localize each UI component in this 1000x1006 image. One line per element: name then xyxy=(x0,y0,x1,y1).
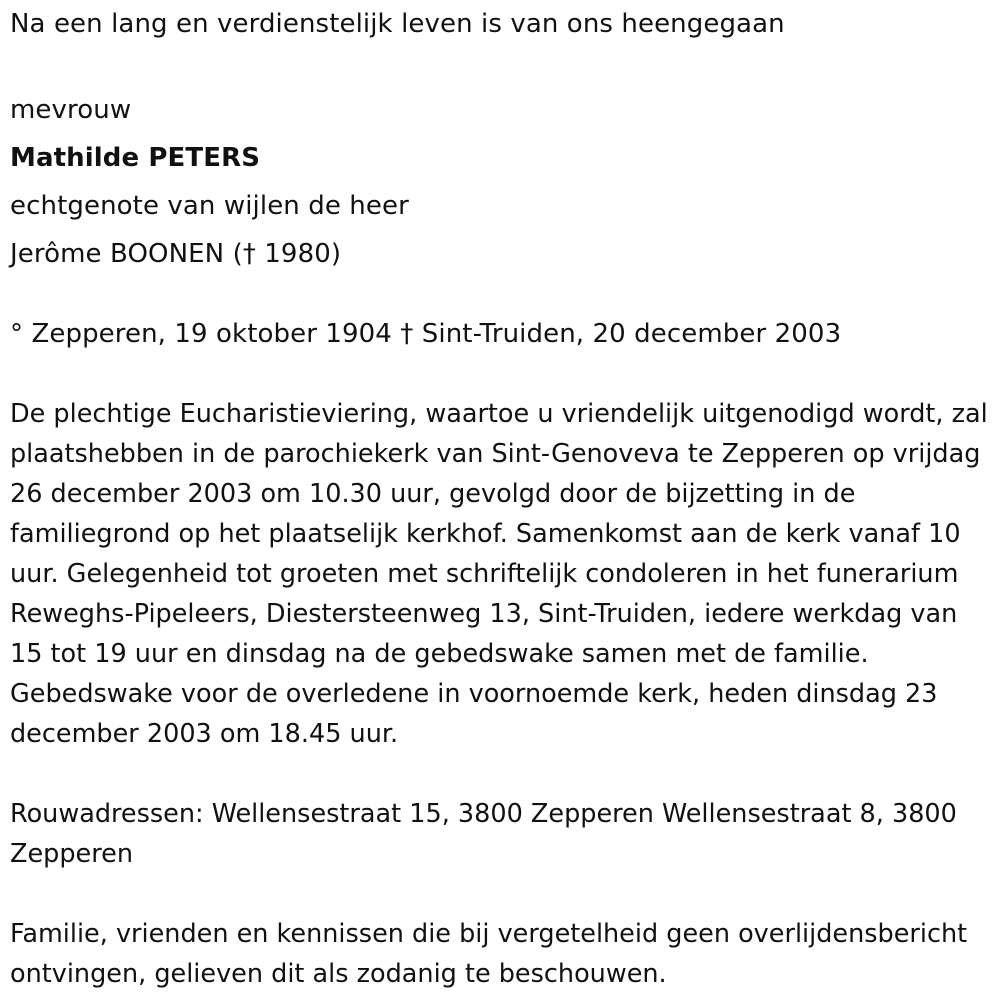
intro-line: Na een lang en verdienstelijk leven is van ons heengegaan xyxy=(10,9,785,39)
closing-paragraph: Familie, vrienden en kennissen die bij vergetelheid geen overlijdensbericht ontvingen, gelieven dit als zodanig te beschouwen. xyxy=(10,919,968,989)
birth-death-line: ° Zepperen, 19 oktober 1904 † Sint-Truiden, 20 december 2003 xyxy=(10,319,842,349)
title-prefix: mevrouw xyxy=(10,95,132,125)
obituary-notice xyxy=(10,0,995,994)
spouse-line: Jerôme BOONEN († 1980) xyxy=(10,239,342,269)
funeral-service-paragraph: De plechtige Eucharistieviering, waartoe u vriendelijk uitgenodigd wordt, zal plaatshebben in de parochiekerk van Sint-Genoveva te Zepperen op vrijdag 26 december 2003 om 10.30 uur, gevolgd door de bijzetting in de familiegrond op het plaatselijk kerkhof. Samenkomst aan de kerk vanaf 10 uur. Gelegenheid tot groeten met schriftelijk condoleren in het funerarium Reweghs-Pipeleers, Diestersteenweg 13, Sint-Truiden, iedere werkdag van 15 tot 19 uur en dinsdag na de gebedswake samen met de familie. Gebedswake voor de overledene in voornoemde kerk, heden dinsdag 23 december 2003 om 18.45 uur. xyxy=(10,399,988,749)
deceased-name: Mathilde PETERS xyxy=(10,143,261,173)
mourning-addresses: Rouwadressen: Wellensestraat 15, 3800 Zepperen Wellensestraat 8, 3800 Zepperen xyxy=(10,799,957,869)
relation-line: echtgenote van wijlen de heer xyxy=(10,191,409,221)
